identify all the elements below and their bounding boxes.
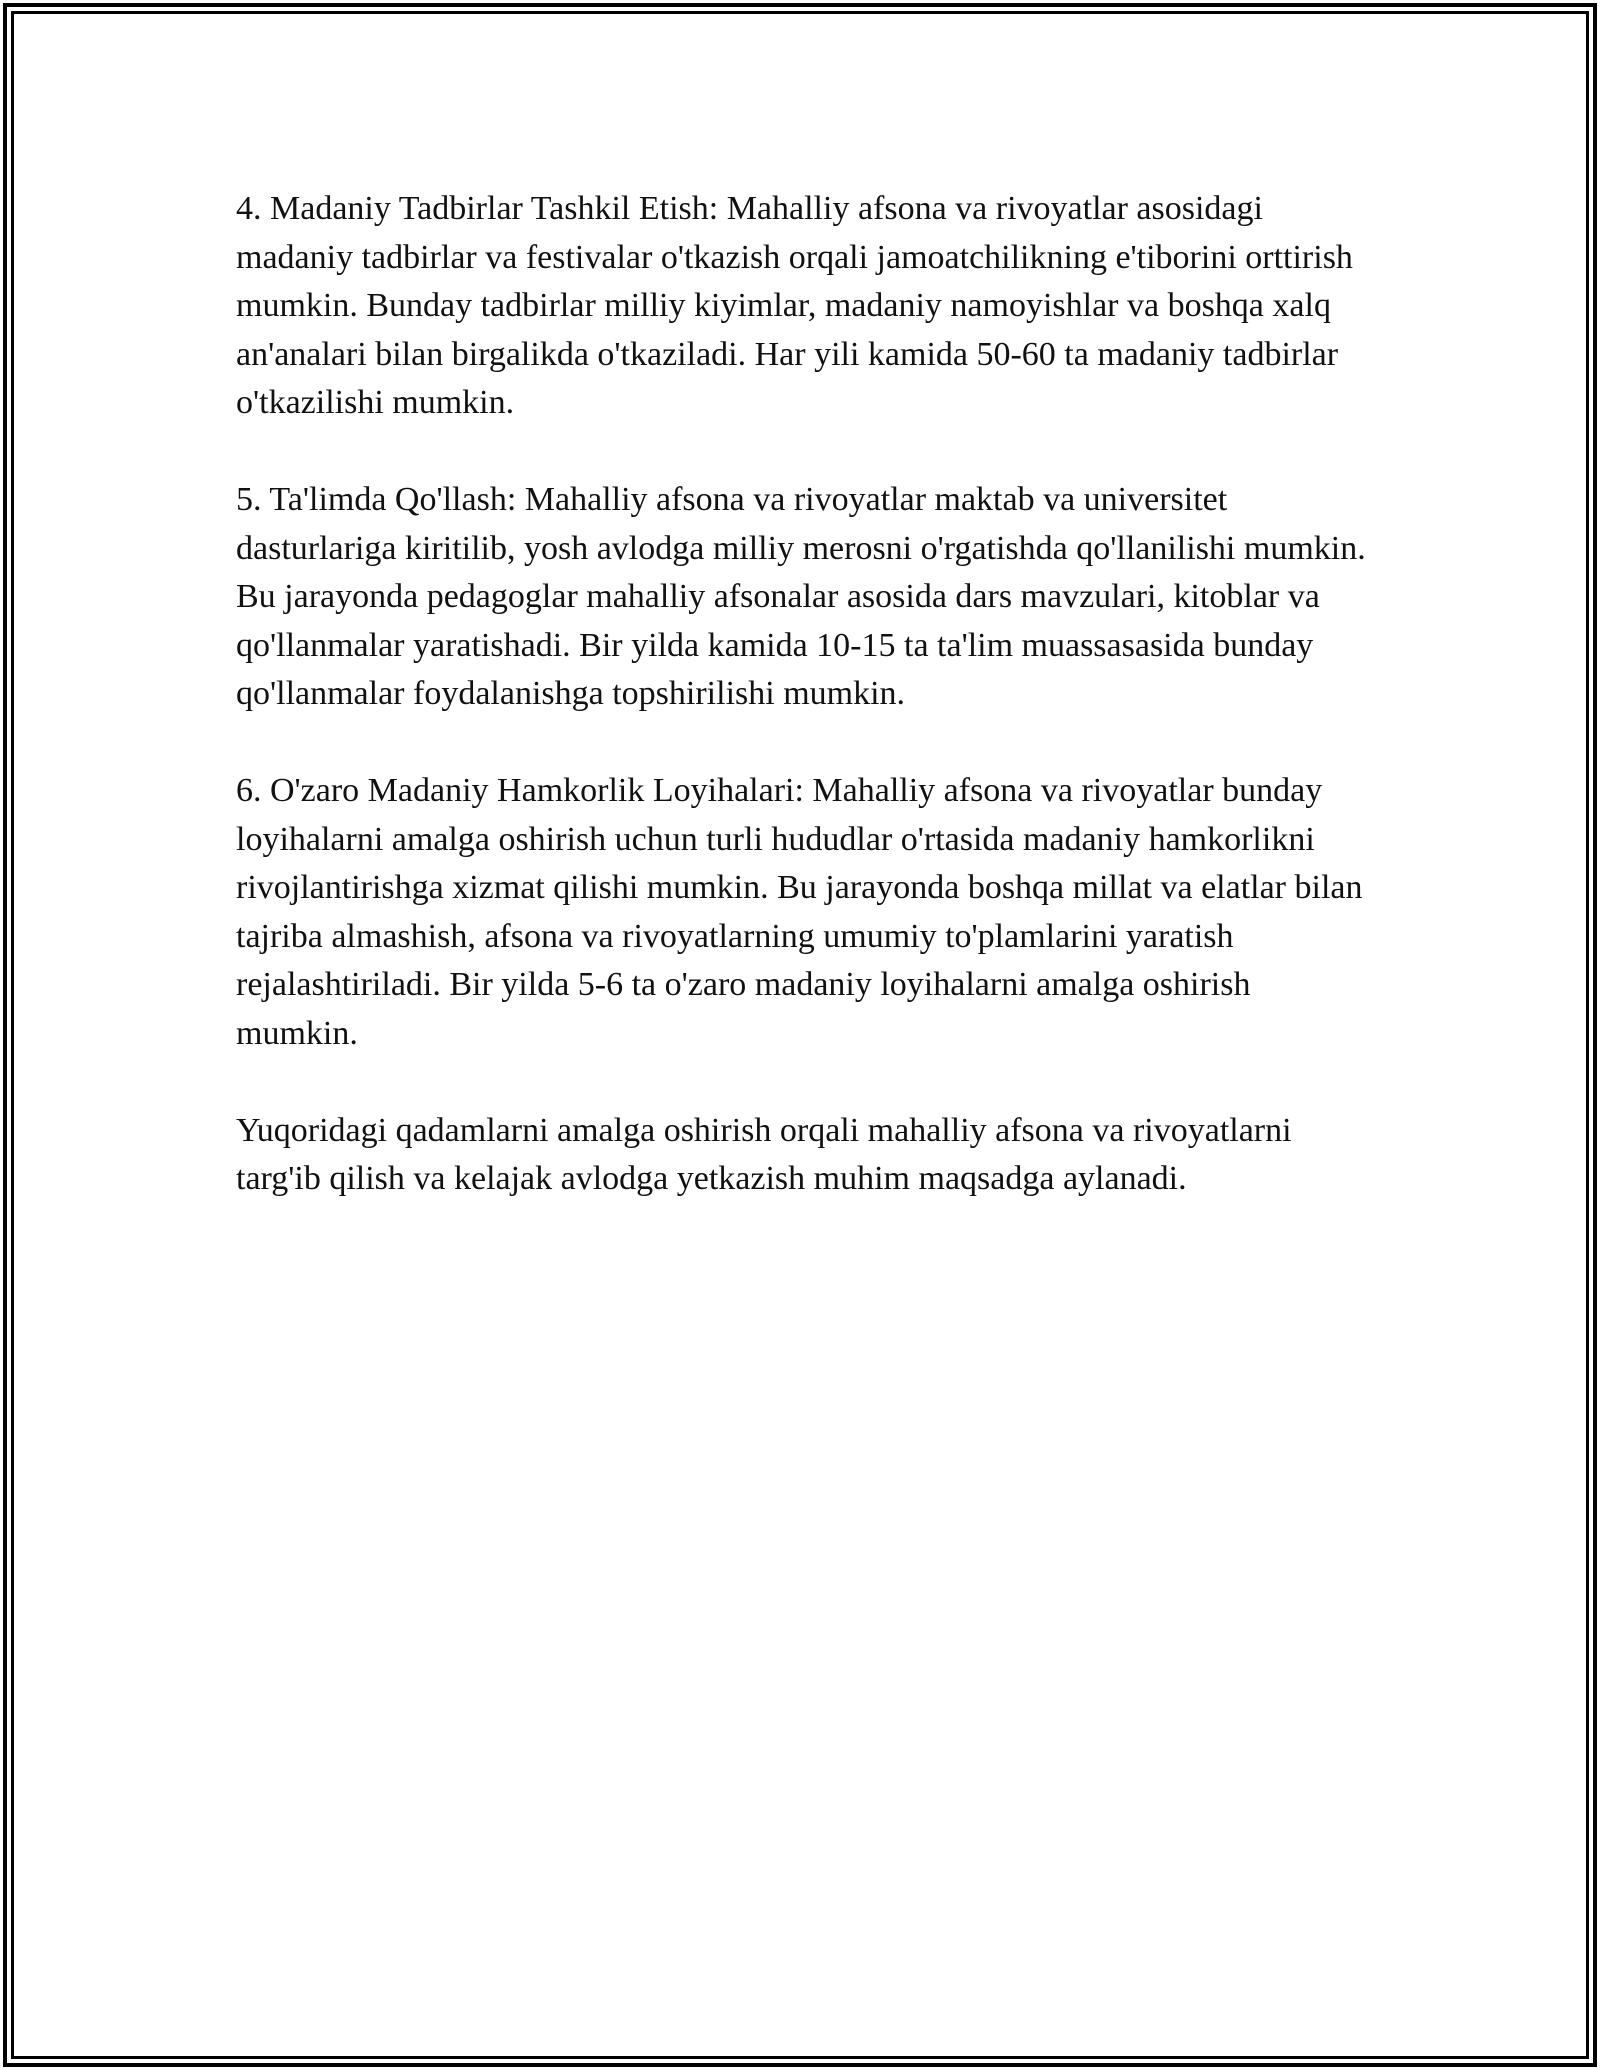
paragraph-cultural-events: 4. Madaniy Tadbirlar Tashkil Etish: Mahalliy afsona va rivoyatlar asosidagi madaniy tadbirlar va festivalar o'tkazish orqali jamoatchilikning e'tiborini orttirish mumkin. Bunday tadbirlar milliy kiyimlar, madaniy namoyishlar va boshqa xalq an'analari bilan birgalikda o'tkaziladi. Har yili kamida 50-60 ta madaniy tadbirlar o'tkazilishi mumkin.: [236, 190, 1353, 421]
document-body: [236, 185, 1376, 1252]
paragraph-conclusion: Yuqoridagi qadamlarni amalga oshirish orqali mahalliy afsona va rivoyatlarni targ'ib qilish va kelajak avlodga yetkazish muhim maqsadga aylanadi.: [236, 1111, 1292, 1197]
paragraph-cultural-cooperation: 6. O'zaro Madaniy Hamkorlik Loyihalari: Mahalliy afsona va rivoyatlar bunday loyihalarni amalga oshirish uchun turli hududlar o'rtasida madaniy hamkorlikni rivojlantirishga xizmat qilishi mumkin. Bu jarayonda boshqa millat va elatlar bilan tajriba almashish, afsona va rivoyatlarning umumiy to'plamlarini yaratish rejalashtiriladi. Bir yilda 5-6 ta o'zaro madaniy loyihalarni amalga oshirish mumkin.: [236, 772, 1363, 1052]
paragraph-education-use: 5. Ta'limda Qo'llash: Mahalliy afsona va rivoyatlar maktab va universitet dasturlariga kiritilib, yosh avlodga milliy merosni o'rgatishda qo'llanilishi mumkin. Bu jarayonda pedagoglar mahalliy afsonalar asosida dars mavzulari, kitoblar va qo'llanmalar yaratishadi. Bir yilda kamida 10-15 ta ta'lim muassasasida bunday qo'llanmalar foydalanishga topshirilishi mumkin.: [236, 481, 1366, 712]
